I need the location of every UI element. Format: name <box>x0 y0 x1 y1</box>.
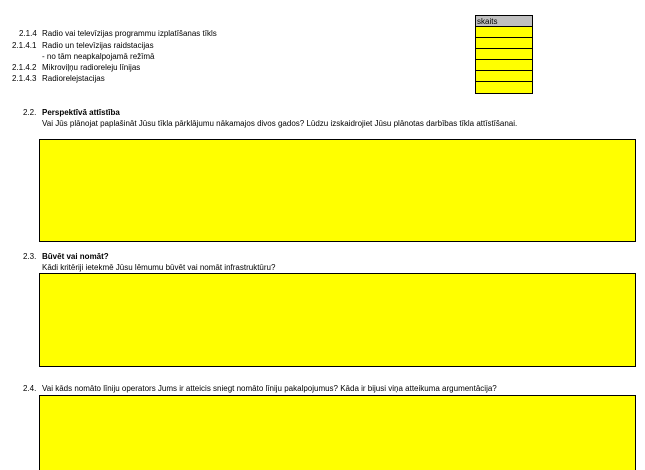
section-question: Kādi kritēriji ietekmē Jūsu lēmumu būvēt vai nomāt infrastruktūru? <box>42 263 276 272</box>
section-number: 2.3. <box>23 252 37 261</box>
answer-box[interactable] <box>39 139 636 242</box>
list-item-number: 2.1.4.3 <box>12 74 37 83</box>
list-item-text: - no tām neapkalpojamā režīmā <box>42 52 155 61</box>
list-item-text: Radiorelejstacijas <box>42 74 105 83</box>
section-title: Perspektīvā attīstība <box>42 108 120 117</box>
section-number: 2.2. <box>23 108 37 117</box>
list-item-number: 2.1.4.2 <box>12 63 37 72</box>
answer-box[interactable] <box>39 395 636 470</box>
section-question: Vai Jūs plānojat paplašināt Jūsu tīkla pārklājumu nākamajos divos gados? Lūdzu izskaidrojiet Jūsu plānotas darbības tīkla attīstīšanai. <box>42 119 518 128</box>
section-number: 2.4. <box>23 384 37 393</box>
count-input-cell[interactable] <box>476 49 532 60</box>
list-item-number: 2.1.4.1 <box>12 41 37 50</box>
section-question: Vai kāds nomāto līniju operators Jums ir atteicis sniegt nomāto līniju pakalpojumus? Kāda ir bijusi viņa atteikuma argumentācija? <box>42 384 497 393</box>
count-input-cell[interactable] <box>476 60 532 71</box>
list-item-number: 2.1.4 <box>19 29 37 38</box>
count-input-cell[interactable] <box>476 82 532 93</box>
section-title: Būvēt vai nomāt? <box>42 252 109 261</box>
list-item-text: Radio vai televīzijas programmu izplatīšanas tīkls <box>42 29 217 38</box>
count-input-cell[interactable] <box>476 71 532 82</box>
count-table <box>475 15 533 94</box>
answer-box[interactable] <box>39 273 636 367</box>
list-item-text: Mikroviļņu radioreleju līnijas <box>42 63 141 72</box>
count-input-cell[interactable] <box>476 27 532 38</box>
list-item-text: Radio un televīzijas raidstacijas <box>42 41 154 50</box>
count-input-cell[interactable] <box>476 38 532 49</box>
count-header: skaits <box>476 16 532 27</box>
